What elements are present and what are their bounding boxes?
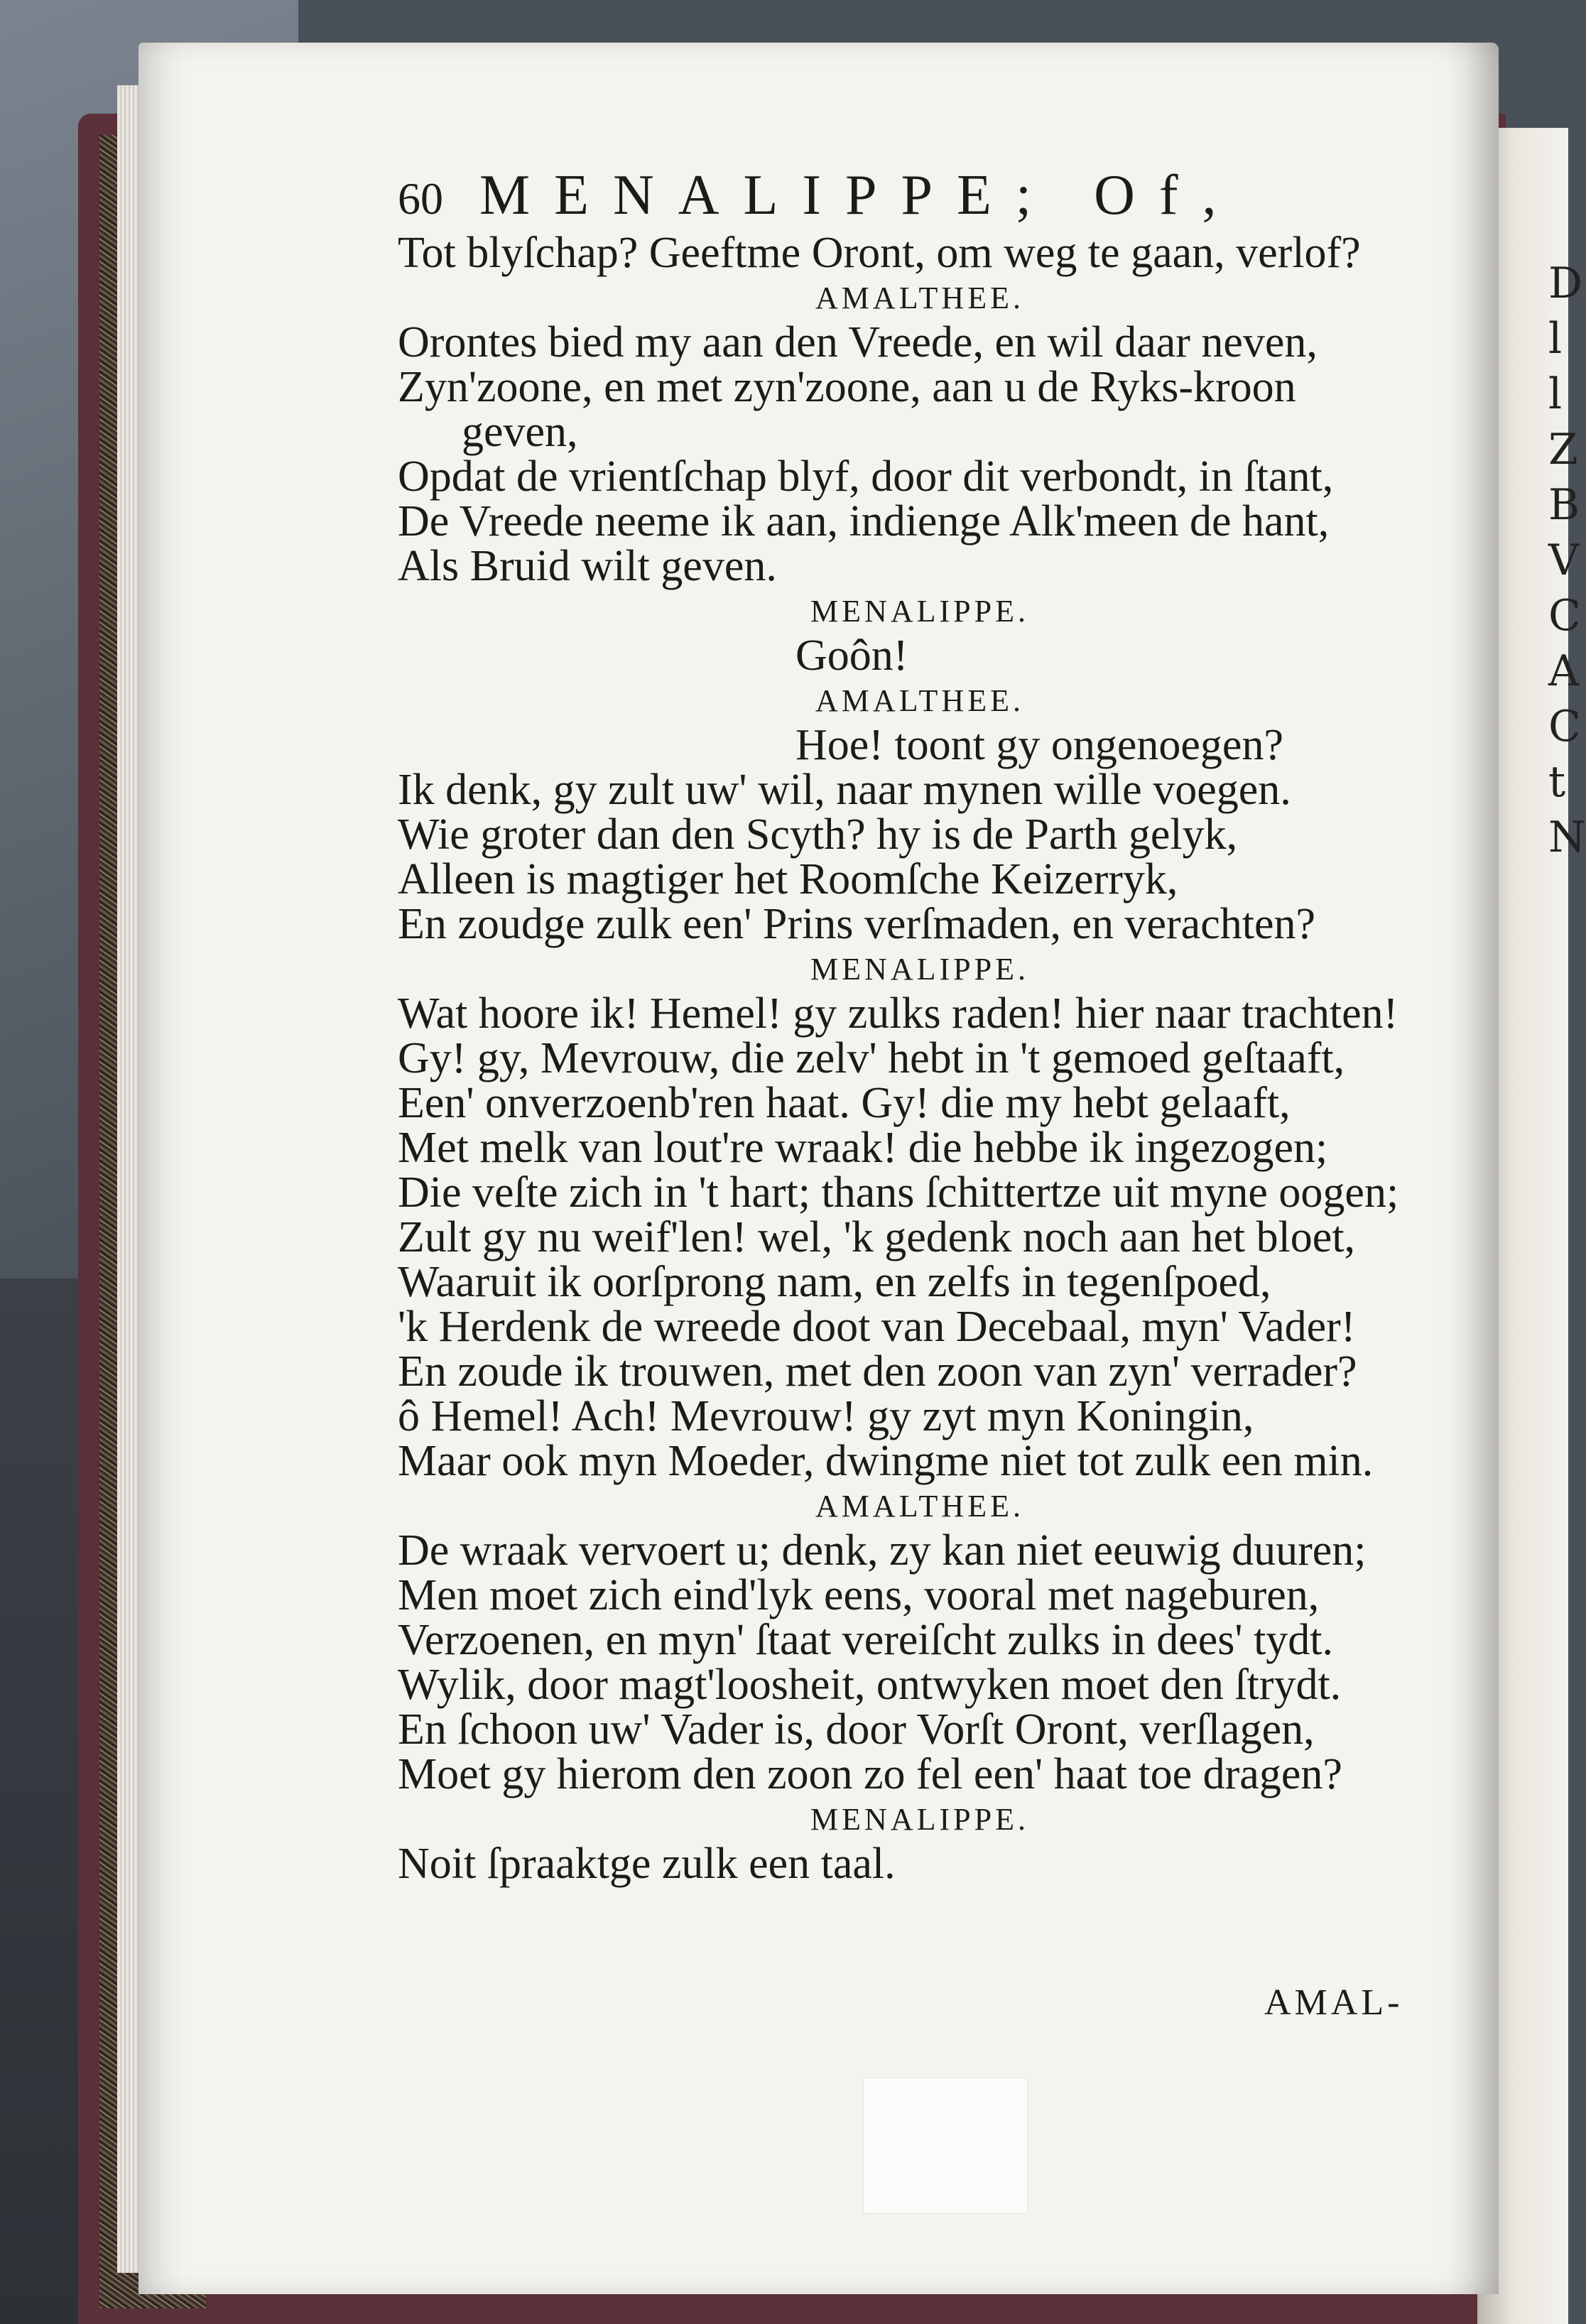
speaker-name: AMALTHEE.	[815, 683, 1024, 718]
speaker-name: AMALTHEE.	[815, 281, 1024, 315]
verse-line: 'k Herdenk de wreede doot van Decebaal, myn' Vader!	[398, 1303, 1356, 1351]
verse-line: De Vreede neeme ik aan, indienge Alk'meen de hant,	[398, 497, 1330, 545]
page-number: 60	[398, 173, 443, 224]
facing-page-letter: t	[1548, 757, 1566, 807]
verse-line: Tot blyſchap? Geeftme Oront, om weg te gaan, verlof?	[398, 229, 1361, 277]
facing-page-letter: V	[1548, 536, 1580, 585]
verse-line: Maar ook myn Moeder, dwingme niet tot zulk een min.	[398, 1437, 1374, 1485]
verse-line: Alleen is magtiger het Roomſche Keizerryk,	[398, 855, 1178, 903]
verse-line: Waaruit ik oorſprong nam, en zelfs in tegenſpoed,	[398, 1258, 1271, 1306]
verse-line: De wraak vervoert u; denk, zy kan niet eeuwig duuren;	[398, 1526, 1367, 1575]
facing-page-letter: l	[1548, 314, 1563, 364]
verse-line: Orontes bied my aan den Vreede, en wil daar neven,	[398, 318, 1318, 366]
facing-page-letter: l	[1548, 369, 1563, 419]
verse-line: En zoudge zulk een' Prins verſmaden, en verachten?	[398, 900, 1315, 948]
verse-line: Opdat de vrientſchap blyf, door dit verbondt, in ſtant,	[398, 452, 1334, 501]
verse-line: Men moet zich eind'lyk eens, vooral met nageburen,	[398, 1571, 1320, 1619]
verse-line: Verzoenen, en myn' ſtaat vereiſcht zulks in dees' tydt.	[398, 1616, 1334, 1664]
facing-page-letter: C	[1548, 702, 1581, 751]
facing-page-letter: A	[1548, 646, 1580, 696]
facing-page-letter: Z	[1548, 425, 1578, 474]
verse-line: Moet gy hierom den zoon zo fel een' haat toe dragen?	[398, 1750, 1342, 1798]
speaker-name: MENALIPPE.	[810, 952, 1029, 987]
speaker-name: MENALIPPE.	[810, 594, 1029, 629]
verse-line: Wat hoore ik! Hemel! gy zulks raden! hier naar trachten!	[398, 989, 1398, 1038]
verse-line: Wylik, door magt'loosheit, ontwyken moet den ſtrydt.	[398, 1661, 1342, 1709]
verse-line: Zult gy nu weif'len! wel, 'k gedenk noch aan het bloet,	[398, 1213, 1356, 1261]
catchword: AMAL-	[1264, 1982, 1403, 2023]
verse-line: Met melk van lout're wraak! die hebbe ik ingezogen;	[398, 1124, 1328, 1172]
speaker-name: AMALTHEE.	[815, 1489, 1024, 1524]
speaker-name: MENALIPPE.	[810, 1802, 1029, 1837]
verse-line: En zoude ik trouwen, met den zoon van zyn' verrader?	[398, 1347, 1357, 1396]
facing-page-letter: B	[1548, 480, 1580, 530]
page-header	[398, 163, 1442, 231]
verse-line: geven,	[462, 408, 578, 456]
verse-line: Zyn'zoone, en met zyn'zoone, aan u de Ryks-kroon	[398, 363, 1296, 411]
facing-page-letter: C	[1548, 591, 1581, 641]
facing-page-letter: N	[1548, 813, 1586, 862]
page-text	[398, 163, 1442, 1886]
verse-line: Wie groter dan den Scyth? hy is de Parth gelyk,	[398, 810, 1238, 859]
verse-line: Noit ſpraaktge zulk een taal.	[398, 1840, 896, 1888]
verse-line: Gy! gy, Mevrouw, die zelv' hebt in 't gemoed geſtaaft,	[398, 1034, 1345, 1082]
verse-line: Als Bruid wilt geven.	[398, 542, 777, 590]
verse-line: Die veſte zich in 't hart; thans ſchittertze uit myne oogen;	[398, 1168, 1399, 1217]
blank-label	[863, 2078, 1028, 2214]
verse-line: Hoe! toont gy ongenoegen?	[795, 721, 1283, 769]
verse-line: Goôn!	[795, 631, 908, 680]
facing-page-letter: D	[1548, 259, 1583, 308]
verse-line: En ſchoon uw' Vader is, door Vorſt Oront, verſlagen,	[398, 1705, 1315, 1754]
verse-line: ô Hemel! Ach! Mevrouw! gy zyt myn Koningin,	[398, 1392, 1254, 1440]
verse-body	[398, 231, 1442, 1886]
facing-page-text	[1548, 256, 1586, 865]
running-title: MENALIPPE; Of,	[479, 164, 1241, 227]
verse-line: Ik denk, gy zult uw' wil, naar mynen wille voegen.	[398, 766, 1291, 814]
verse-line: Een' onverzoenb'ren haat. Gy! die my hebt gelaaft,	[398, 1079, 1291, 1127]
